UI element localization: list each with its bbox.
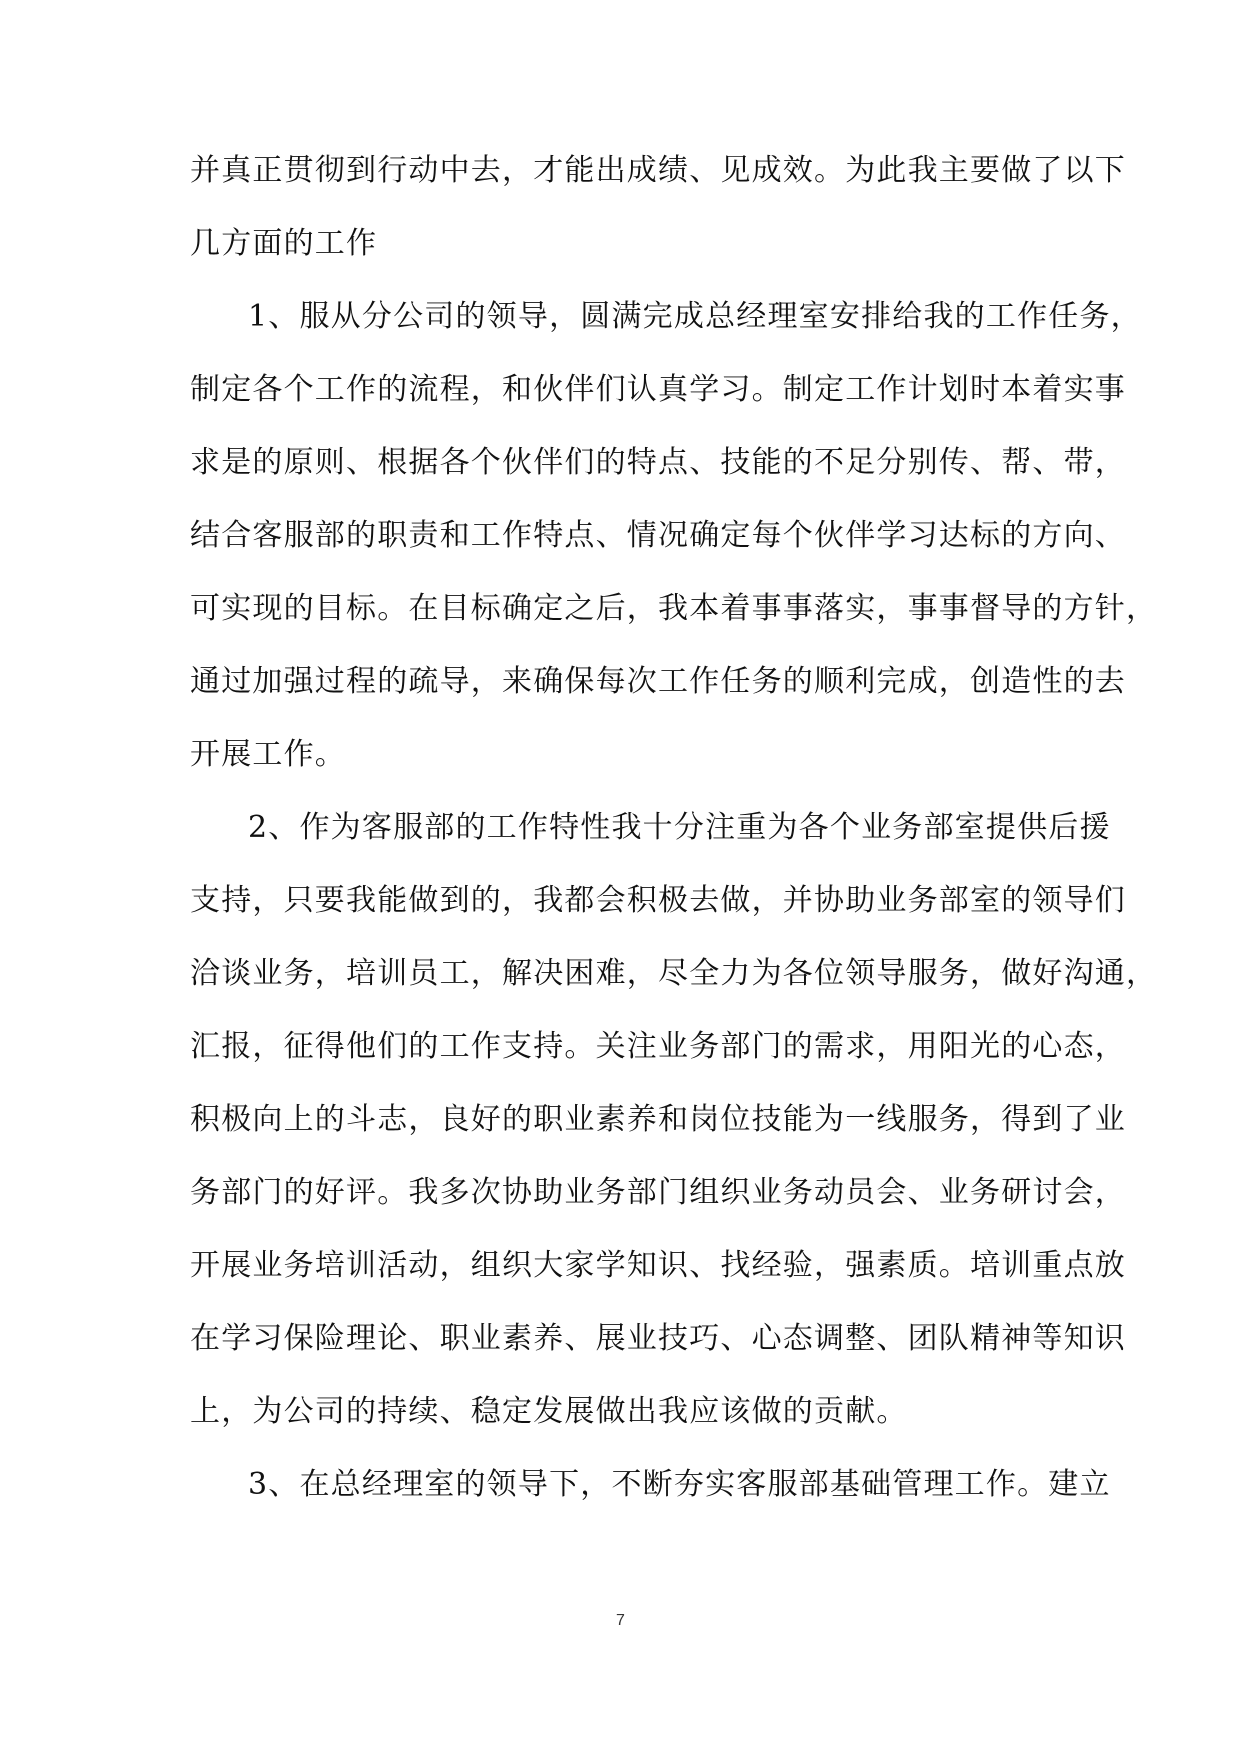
text-line: 1、服从分公司的领导，圆满完成总经理室安排给我的工作任务， xyxy=(248,299,1142,334)
text-line: 3、在总经理室的领导下，不断夯实客服部基础管理工作。建立 xyxy=(248,1467,1111,1502)
text-line: 可实现的目标。在目标确定之后，我本着事事落实，事事督导的方针， xyxy=(190,591,1158,626)
text-line: 并真正贯彻到行动中去，才能出成绩、见成效。为此我主要做了以下 xyxy=(190,153,1126,188)
text-line: 洽谈业务，培训员工，解决困难，尽全力为各位领导服务，做好沟通， xyxy=(190,956,1158,991)
text-line: 积极向上的斗志，良好的职业素养和岗位技能为一线服务，得到了业 xyxy=(190,1102,1126,1137)
text-line: 制定各个工作的流程，和伙伴们认真学习。制定工作计划时本着实事 xyxy=(190,372,1126,407)
text-line: 2、作为客服部的工作特性我十分注重为各个业务部室提供后援 xyxy=(248,810,1111,845)
text-line: 在学习保险理论、职业素养、展业技巧、心态调整、团队精神等知识 xyxy=(190,1321,1126,1356)
text-line: 支持，只要我能做到的，我都会积极去做，并协助业务部室的领导们 xyxy=(190,883,1126,918)
text-line: 开展业务培训活动，组织大家学知识、找经验，强素质。培训重点放 xyxy=(190,1248,1126,1283)
text-line: 上，为公司的持续、稳定发展做出我应该做的贡献。 xyxy=(190,1394,908,1429)
text-line: 开展工作。 xyxy=(190,737,346,772)
text-line: 务部门的好评。我多次协助业务部门组织业务动员会、业务研讨会， xyxy=(190,1175,1126,1210)
text-line: 通过加强过程的疏导，来确保每次工作任务的顺利完成，创造性的去 xyxy=(190,664,1126,699)
text-line: 汇报，征得他们的工作支持。关注业务部门的需求，用阳光的心态， xyxy=(190,1029,1126,1064)
page-number: 7 xyxy=(616,1612,625,1629)
text-line: 几方面的工作 xyxy=(190,226,378,261)
text-line: 求是的原则、根据各个伙伴们的特点、技能的不足分别传、帮、带， xyxy=(190,445,1126,480)
body-text xyxy=(190,141,1158,1528)
text-line: 结合客服部的职责和工作特点、情况确定每个伙伴学习达标的方向、 xyxy=(190,518,1126,553)
